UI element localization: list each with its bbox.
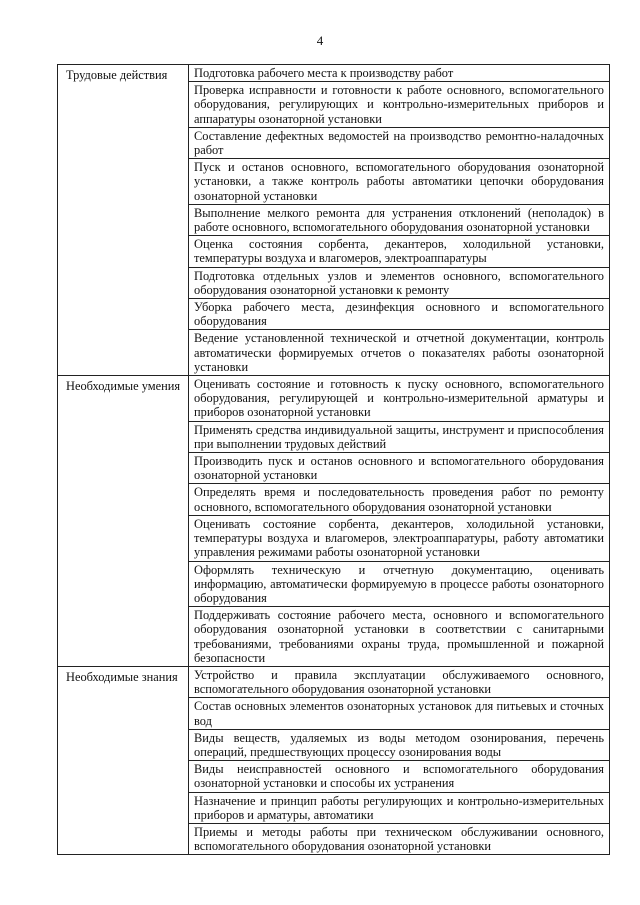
labor-actions-item: Уборка рабочего места, дезинфекция основного и вспомогательного оборудования	[189, 299, 610, 330]
required-skills-item: Оценивать состояние сорбента, декантеров, холодильной установки, температуры воздуха и влагомеров, электроаппаратуры, работу автоматики управления режимами работы озонаторной установки	[189, 515, 610, 561]
required-knowledge-item: Виды веществ, удаляемых из воды методом озонирования, перечень операций, предшествующих процессу озонирования воды	[189, 729, 610, 760]
requirements-table	[57, 64, 610, 855]
table-row	[58, 65, 610, 82]
table-row	[58, 376, 610, 422]
required-knowledge-item: Назначение и принцип работы регулирующих и контрольно-измерительных приборов и арматуры, автоматики	[189, 792, 610, 823]
page-number: 4	[316, 33, 324, 48]
table-row	[58, 666, 610, 697]
required-skills-item: Поддерживать состояние рабочего места, основного и вспомогательного оборудования озонаторной установки в соответствии с санитарными требованиями, требованиями охраны труда, промышленной и пожарной безопасности	[189, 607, 610, 667]
labor-actions-item: Составление дефектных ведомостей на производство ремонтно-наладочных работ	[189, 127, 610, 158]
required-skills-item: Оформлять техническую и отчетную документацию, оценивать информацию, автоматически формируемую в процессе работы озонаторного оборудования	[189, 561, 610, 607]
required-knowledge-item: Виды неисправностей основного и вспомогательного оборудования озонаторной установки и способы их устранения	[189, 761, 610, 792]
labor-actions-item: Подготовка рабочего места к производству работ	[189, 65, 610, 82]
required-skills-item: Определять время и последовательность проведения работ по ремонту основного, вспомогательного оборудования озонаторной установки	[189, 484, 610, 515]
labor-actions-item: Проверка исправности и готовности к работе основного, вспомогательного оборудования, регулирующих и контрольно-измерительных приборов и аппаратуры озонаторной установки	[189, 82, 610, 128]
labor-actions-item: Ведение установленной технической и отчетной документации, контроль автоматически формируемых отчетов о показателях работы озонаторной установки	[189, 330, 610, 376]
required-skills-label: Необходимые умения	[58, 376, 189, 667]
labor-actions-item: Оценка состояния сорбента, декантеров, холодильной установки, температуры воздуха и влагомеров, электроаппаратуры	[189, 236, 610, 267]
required-skills-item: Производить пуск и останов основного и вспомогательного оборудования озонаторной установки	[189, 453, 610, 484]
required-knowledge-item: Приемы и методы работы при техническом обслуживании основного, вспомогательного оборудования озонаторной установки	[189, 823, 610, 854]
required-knowledge-label: Необходимые знания	[58, 666, 189, 854]
labor-actions-item: Пуск и останов основного, вспомогательного оборудования озонаторной установки, а также контроль работы автоматики цепочки оборудования озонаторной установки	[189, 159, 610, 205]
labor-actions-item: Подготовка отдельных узлов и элементов основного, вспомогательного оборудования озонаторной установки к ремонту	[189, 267, 610, 298]
required-knowledge-item: Устройство и правила эксплуатации обслуживаемого основного, вспомогательного оборудования озонаторной установки	[189, 666, 610, 697]
required-knowledge-item: Состав основных элементов озонаторных установок для питьевых и сточных вод	[189, 698, 610, 729]
labor-actions-item: Выполнение мелкого ремонта для устранения отклонений (неполадок) в работе основного, вспомогательного оборудования озонаторной установки	[189, 204, 610, 235]
labor-actions-label: Трудовые действия	[58, 65, 189, 376]
required-skills-item: Оценивать состояние и готовность к пуску основного, вспомогательного оборудования, регулирующей и контрольно-измерительной арматуры и приборов озонаторной установки	[189, 376, 610, 422]
required-skills-item: Применять средства индивидуальной защиты, инструмент и приспособления при выполнении трудовых действий	[189, 421, 610, 452]
